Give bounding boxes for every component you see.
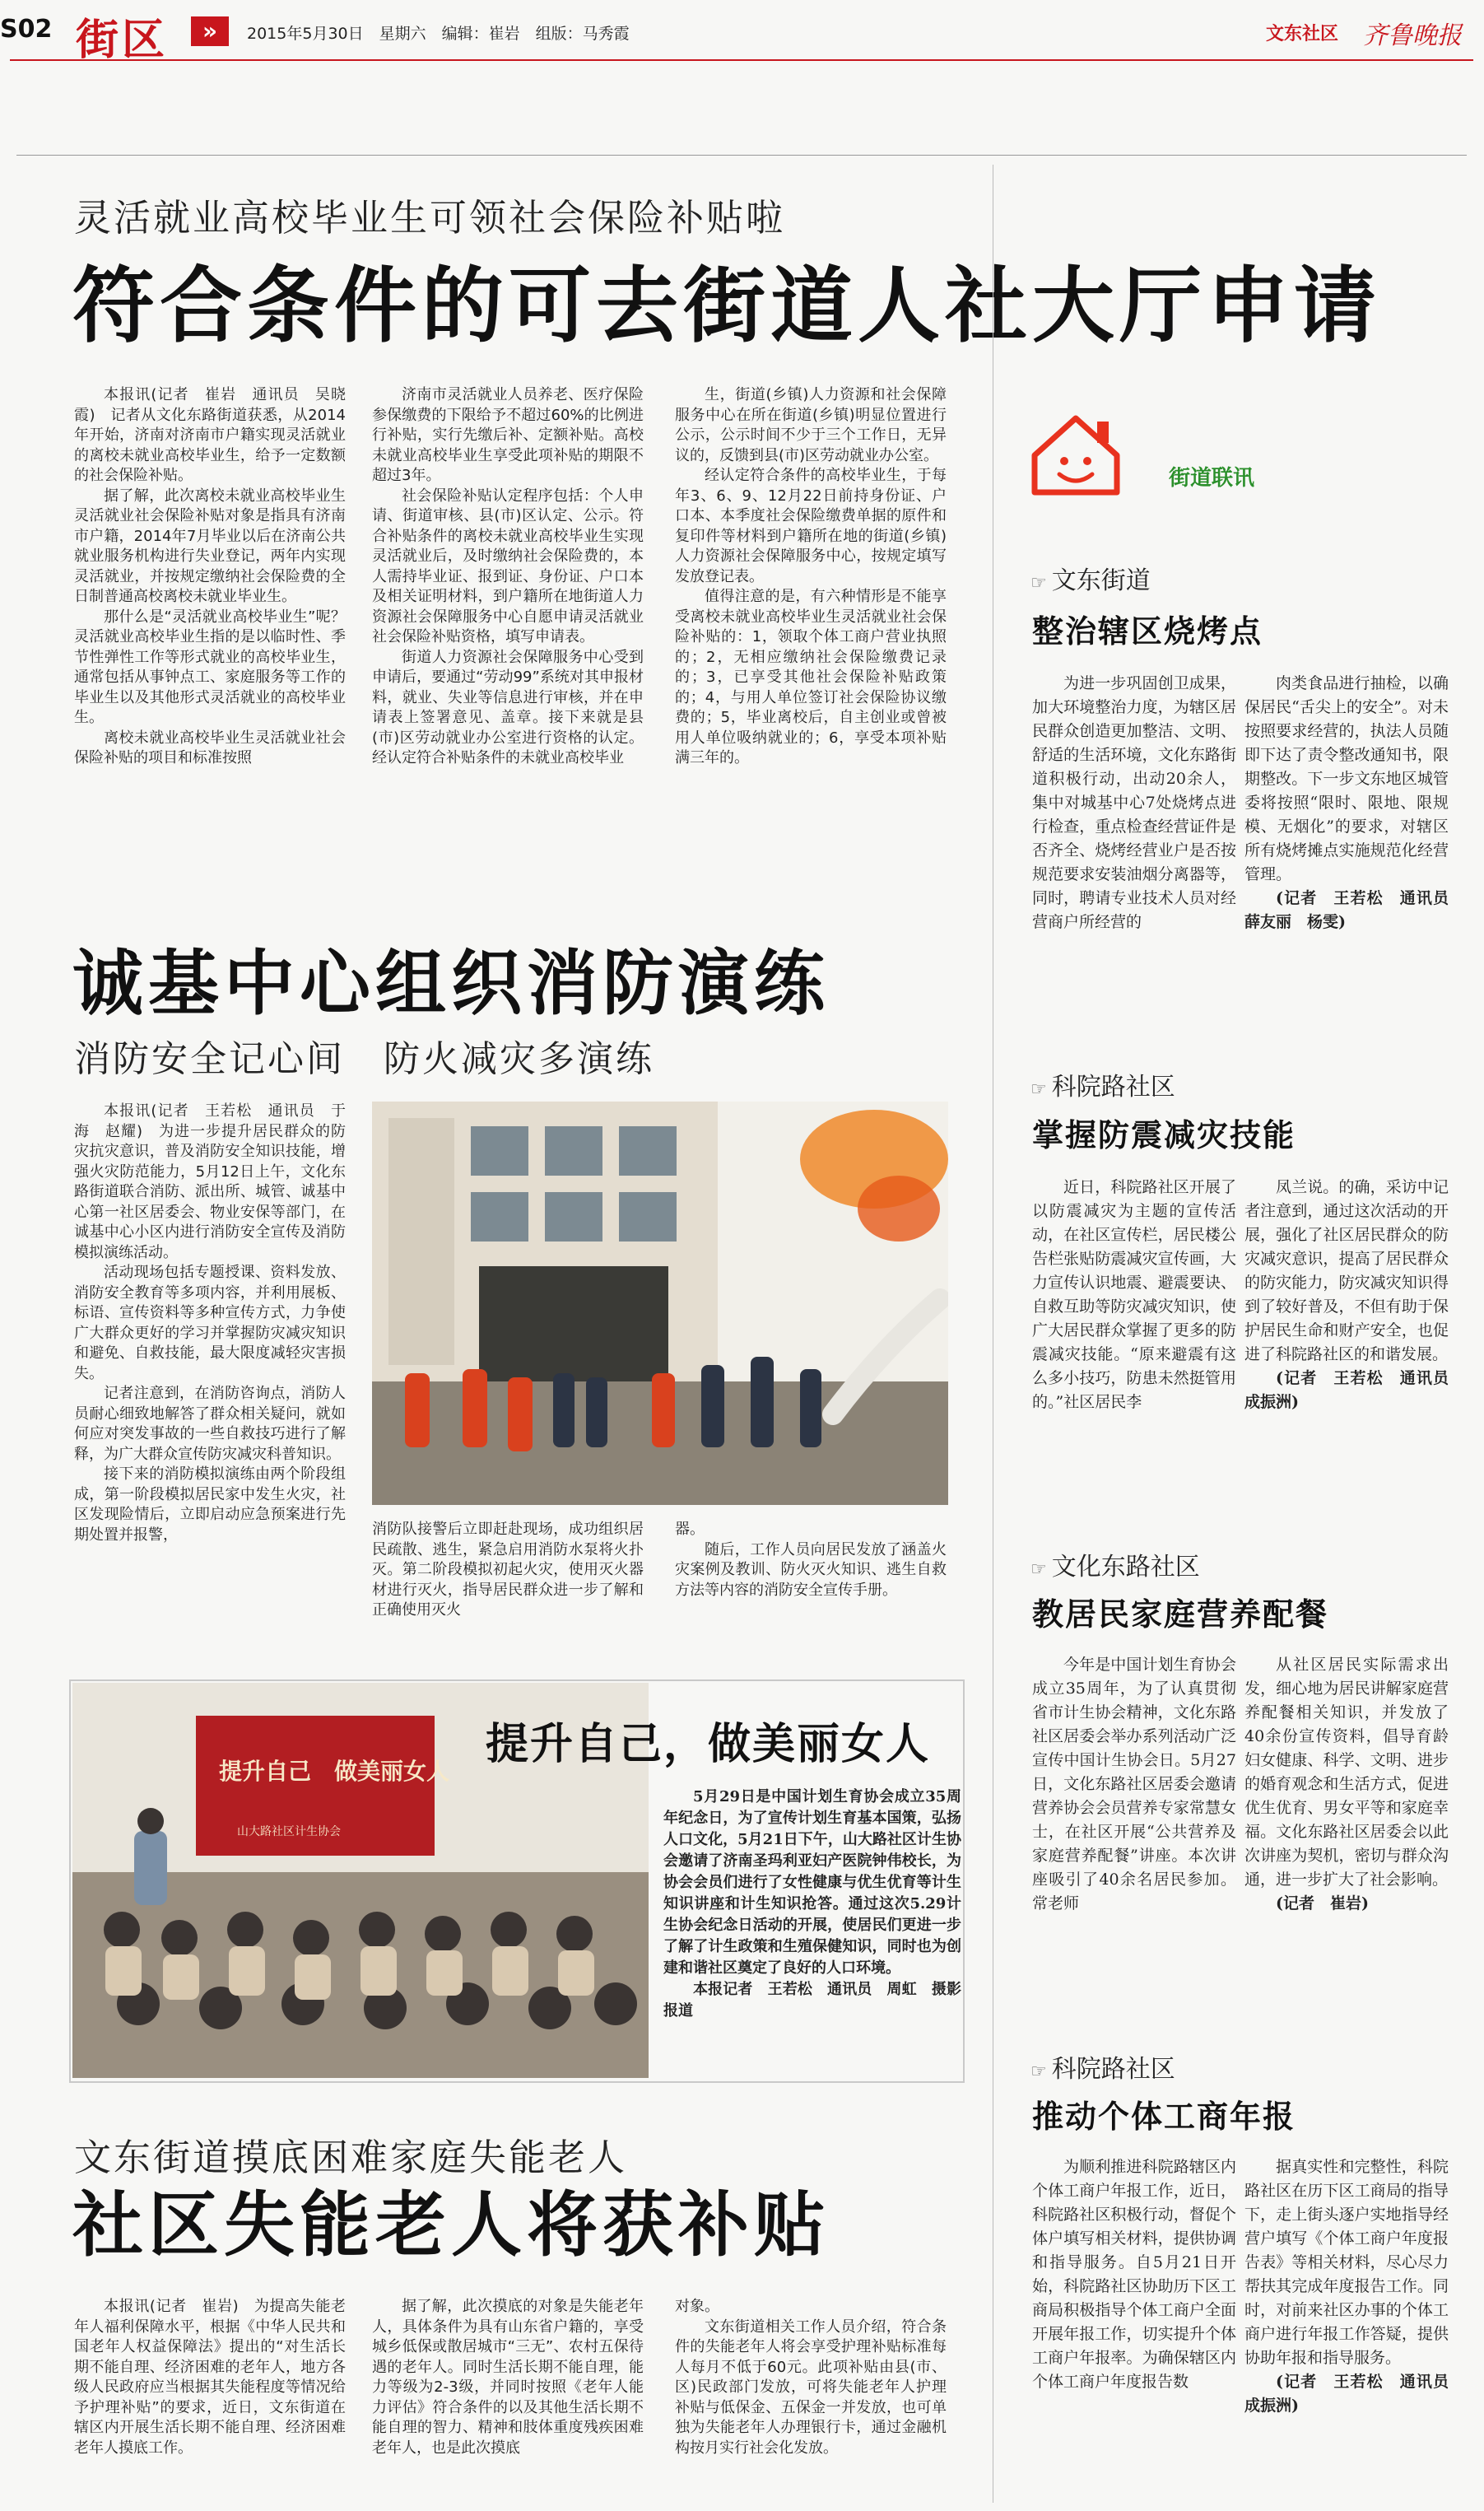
sidebar-item-place bbox=[1030, 560, 1151, 596]
sidebar-item-col1 bbox=[1032, 2155, 1236, 2394]
sidebar-item-col1 bbox=[1032, 672, 1236, 934]
section-arrow-icon: » bbox=[191, 16, 229, 46]
story4-col3 bbox=[675, 2297, 947, 2458]
story2-para: 活动现场包括专题授课、资料发放、消防安全教育等多项内容，并利用展板、标语、宣传资料等多种宣传方式，力争使广大群众更好的学习并掌握防灾减灾知识和避免、自救技能，最大限度减轻灾害损失。 bbox=[74, 1264, 346, 1382]
slide-title: 提升自己 做美丽女人 bbox=[219, 1758, 450, 1785]
sidebar-credit: (记者 王若松 通讯员 成振洲) bbox=[1244, 2373, 1465, 2415]
story4-kicker: 文东街道摸底困难家庭失能老人 bbox=[74, 2136, 628, 2179]
section-brand: 文东社区 bbox=[1266, 24, 1339, 44]
house-smile-icon bbox=[1025, 410, 1156, 501]
page-number: S02 bbox=[0, 15, 53, 44]
story1-kicker: 灵活就业高校毕业生可领社会保险补贴啦 bbox=[74, 196, 786, 240]
story1-para: 生，街道(乡镇)人力资源和社会保障服务中心在所在街道(乡镇)明显位置进行公示，公示时间不少于三个工作日，无异议的，反馈到县(市)区劳动就业办公室。 bbox=[675, 386, 947, 464]
masthead-rule bbox=[10, 59, 1473, 61]
story2-para: 器。 bbox=[675, 1521, 705, 1538]
sidebar-para: 近日，科院路社区开展了以防震减灾为主题的宣传活动，在社区宣传栏，居民楼公告栏张贴防震减灾宣传画，大力宣传认识地震、避震要诀、自救互助等防灾减灾知识，使广大居民群众掌握了更多的防震减灾技能。“原来避震有这么多小技巧，防患未然挺管用的。”社区居民李 bbox=[1032, 1178, 1236, 1411]
story3-frame bbox=[69, 1679, 965, 2083]
fire-drill-photo bbox=[372, 1102, 948, 1505]
sidebar-credit: (记者 崔岩) bbox=[1276, 1894, 1369, 1912]
story1-para: 济南市灵活就业人员养老、医疗保险参保缴费的下限给予不超过60%的比例进行补贴，实行先缴后补、定额补贴。高校未就业高校毕业生享受此项补贴的期限不超过3年。 bbox=[372, 386, 644, 484]
story4-col2 bbox=[372, 2297, 644, 2458]
section-name: 街区 bbox=[76, 16, 169, 65]
story3-title: 提升自己，做美丽女人 bbox=[486, 1720, 931, 1769]
sidebar-para: 凤兰说。的确，采访中记者注意到，通过这次活动的开展，强化了社区居民群众的防灾减灾意识，提高了居民群众的防灾能力，防灾减灾知识得到了较好普及，不但有助于保护居民生命和财产安全，也促进了科院路社区的和谐发展。 bbox=[1244, 1178, 1449, 1363]
story1-col2 bbox=[372, 385, 644, 769]
masthead bbox=[0, 0, 1484, 65]
story1-para: 那什么是“灵活就业高校毕业生”呢？灵活就业高校毕业生指的是以临时性、季节性弹性工作等形式就业的高校毕业生，通常包括从事钟点工、家庭服务等工作的毕业生以及其他形式灵活就业的高校毕业生。 bbox=[74, 608, 346, 726]
story1-col1 bbox=[74, 385, 346, 769]
story2-col2 bbox=[372, 1520, 644, 1621]
story1-para: 值得注意的是，有六种情形是不能享受离校未就业高校毕业生灵活就业社会保险补贴的：1，领取个体工商户营业执照的；2，无相应缴纳社会保险缴费记录的；3，已享受其他社会保险补贴政策的；4，与用人单位签订社会保险协议缴费的；5，毕业离校后，自主创业或曾被用人单位吸纳就业的；6，享受本项补贴满三年的。 bbox=[675, 588, 947, 766]
sidebar-para: 从社区居民实际需求出发，细心地为居民讲解家庭营养配餐相关知识，并发放了40余份宣传资料，倡导育龄妇女健康、科学、文明、进步的婚育观念和生活方式，促进优生优育、男女平等和家庭幸福。文化东路社区居委会以此次讲座为契机，密切与群众沟通，进一步扩大了社会影响。 bbox=[1244, 1656, 1449, 1889]
story4-col1 bbox=[74, 2297, 346, 2458]
sidebar-item-col1 bbox=[1032, 1176, 1236, 1414]
story2-para: 接下来的消防模拟演练由两个阶段组成，第一阶段模拟居民家中发生火灾，社区发现险情后，立即启动应急预案进行先期处置并报警， bbox=[74, 1465, 346, 1544]
story2-col1 bbox=[74, 1102, 346, 1545]
story2-para: 随后，工作人员向居民发放了涵盖火灾案例及教训、防火灭火知识、逃生自救方法等内容的消防安全宣传手册。 bbox=[675, 1540, 947, 1599]
issue-info: 2015年5月30日 星期六 编辑：崔岩 组版：马秀霞 bbox=[247, 25, 630, 43]
story4-headline: 社区失能老人将获补贴 bbox=[72, 2184, 830, 2266]
sidebar-para: 为进一步巩固创卫成果，加大环境整治力度，为辖区居民群众创造更加整洁、文明、舒适的生活环境，文化东路街道积极行动，出动20余人，集中对城基中心7处烧烤点进行检查，重点检查经营证件是否齐全、烧烤经营业户是否按规范要求安装油烟分离器等，同时，聘请专业技术人员对经营商户所经营的 bbox=[1032, 674, 1236, 931]
sidebar-item-col1 bbox=[1032, 1653, 1236, 1916]
story1-para: 本报讯(记者 崔岩 通讯员 吴晓霞) 记者从文化东路街道获悉，从2014年开始，济南对济南市户籍实现灵活就业的离校未就业高校毕业生，给予一定数额的社会保险补贴。 bbox=[74, 386, 346, 484]
story2-subhead: 消防安全记心间 防火减灾多演练 bbox=[74, 1038, 654, 1080]
story1-para: 街道人力资源社会保障服务中心受到申请后，要通过“劳动99”系统对其申报材料，就业、失业等信息进行审核，并在申请表上签署意见、盖章。接下来就是县(市)区劳动就业办公室进行资格的认定。经认定符合补贴条件的未就业高校毕业 bbox=[372, 648, 644, 766]
story3-para: 5月29日是中国计划生育协会成立35周年纪念日，为了宣传计划生育基本国策，弘扬人口文化，5月21日下午，山大路社区计生协会邀请了济南圣玛利亚妇产医院钟伟校长，为协会会员们进行了女性健康与优生优育等计生知识讲座和计生知识抢答。通过这次5.29计生协会纪念日活动的开展，使居民们更进一步了解了计生政策和生殖保健知识，同时也为创建和谐社区奠定了良好的人口环境。 bbox=[663, 1788, 961, 1977]
story2-col3 bbox=[675, 1520, 947, 1600]
story1-para: 据了解，此次离校未就业高校毕业生灵活就业社会保险补贴对象是指具有济南市户籍，2014年7月毕业以后在济南公共就业服务机构进行失业登记，两年内实现灵活就业，并按规定缴纳社会保险费的全日制普通高校离校未就业毕业生。 bbox=[74, 487, 346, 605]
sidebar-para: 据真实性和完整性，科院路社区在历下区工商局的指导下，走上街头逐户实地指导经营户填写《个体工商户年度报告表》等相关材料，尽心尽力帮扶其完成年度报告工作。同时，对前来社区办事的个体工商户进行年报工作答疑，提供协助年报和指导服务。 bbox=[1244, 2158, 1449, 2367]
story2-para: 记者注意到，在消防咨询点，消防人员耐心细致地解答了群众相关疑问，就如何应对突发事故的一些自救技巧进行了解释，为广大群众宣传防灾减灾科普知识。 bbox=[74, 1385, 346, 1463]
megaphone-icon: ☞ bbox=[1030, 1079, 1047, 1100]
newspaper-logo: 齐鲁晚报 bbox=[1363, 21, 1462, 50]
place-label: 科院路社区 bbox=[1051, 1073, 1175, 1102]
sidebar-para: 肉类食品进行抽检，以确保居民“舌尖上的安全”。对未按照要求经营的，执法人员随即下达了责令整改通知书，限期整改。下一步文东地区城管委将按照“限时、限地、限规模、无烟化”的要求，对辖区所有烧烤摊点实施规范化经营管理。 bbox=[1244, 674, 1449, 883]
story4-para: 据了解，此次摸底的对象是失能老年人，具体条件为具有山东省户籍的，享受城乡低保或散居城市“三无”、农村五保待遇的老年人。同时生活长期不能自理，能力等级为2-3级，并同时按照《老年人能力评估》符合条件的以及其他生活长期不能自理的智力、精神和肢体重度残疾困难老年人，也是此次摸底 bbox=[372, 2298, 644, 2457]
sidebar-item-col2 bbox=[1244, 2155, 1465, 2418]
sidebar-credit: (记者 王若松 通讯员 成振洲) bbox=[1244, 1369, 1465, 1411]
top-divider bbox=[16, 155, 1467, 156]
place-label: 科院路社区 bbox=[1051, 2055, 1175, 2084]
story2-para: 本报讯(记者 王若松 通讯员 于海 赵耀) 为进一步提升居民群众的防灾抗灾意识，普及消防安全知识技能，增强火灾防范能力，5月12日上午，文化东路街道联合消防、派出所、城管、诚基中心第一社区居委会、物业安保等部门，在诚基中心小区内进行消防安全宣传及消防模拟演练活动。 bbox=[74, 1102, 346, 1261]
sidebar-item-col2 bbox=[1244, 1176, 1465, 1414]
slide-subtitle: 山大路社区计生协会 bbox=[237, 1825, 341, 1838]
story1-para: 经认定符合条件的高校毕业生，于每年3、6、9、12月22日前持身份证、户口本、本季度社会保险缴费单据的原件和复印件等材料到户籍所在地的街道(乡镇)人力资源社会保障服务中心，按规定填写发放登记表。 bbox=[675, 467, 947, 585]
sidebar-item-place bbox=[1030, 2048, 1175, 2085]
story4-para: 对象。 bbox=[675, 2298, 719, 2315]
sidebar-para: 为顺利推进科院路辖区内个体工商户年报工作，近日，科院路社区积极行动，督促个体户填写相关材料，提供协调和指导服务。自5月21日开始，科院路社区协助历下区工商局积极指导个体工商户全面开展年报工作，切实提升个体工商户年报率。为确保辖区内个体工商户年度报告数 bbox=[1032, 2158, 1236, 2391]
sidebar-credit: (记者 王若松 通讯员 薛友丽 杨雯) bbox=[1244, 889, 1465, 931]
story1-headline: 符合条件的可去街道人社大厅申请 bbox=[72, 258, 1381, 354]
story4-para: 文东街道相关工作人员介绍，符合条件的失能老年人将会享受护理补贴标准每人每月不低于60元。此项补贴由县(市、区)民政部门发放，可将失能老年人护理补贴与低保金、五保金一并发放，也可单独为失能老年人办理银行卡，通过金融机构按月实行社会化发放。 bbox=[675, 2318, 947, 2457]
megaphone-icon: ☞ bbox=[1030, 1559, 1047, 1580]
story2-headline: 诚基中心组织消防演练 bbox=[72, 943, 830, 1025]
sidebar-item-place bbox=[1030, 1066, 1175, 1102]
sidebar-item-title: 教居民家庭营养配餐 bbox=[1032, 1596, 1329, 1633]
story1-col3 bbox=[675, 385, 947, 769]
story1-para: 社会保险补贴认定程序包括：个人申请、街道审核、县(市)区认定、公示。符合补贴条件的离校未就业高校毕业生实现灵活就业后，及时缴纳社会保险费的，本人需持毕业证、报到证、身份证、户口本及相关证明材料，到户籍所在地街道人力资源社会保障服务中心自愿申请灵活就业社会保险补贴资格，填写申请表。 bbox=[372, 487, 644, 645]
story2-para: 消防队接警后立即赶赴现场，成功组织居民疏散、逃生，紧急启用消防水泵将火扑灭。第二阶段模拟初起火灾，使用灭火器材进行灭火，指导居民群众进一步了解和正确使用灭火 bbox=[372, 1521, 644, 1619]
sidebar-item-col2 bbox=[1244, 1653, 1449, 1916]
story1-para: 离校未就业高校毕业生灵活就业社会保险补贴的项目和标准按照 bbox=[74, 729, 346, 766]
sidebar-tag: 街道联讯 bbox=[1169, 466, 1255, 491]
sidebar-para: 今年是中国计划生育协会成立35周年，为了认真贯彻省市计生协会精神，文化东路社区居委会举办系列活动广泛宣传中国计生协会日。5月27日，文化东路社区居委会邀请营养协会会员营养专家常慧女士，在社区开展“公共营养及家庭营养配餐”讲座。本次讲座吸引了40余名居民参加。常老师 bbox=[1032, 1656, 1236, 1912]
sidebar-item-title: 掌握防震减灾技能 bbox=[1032, 1117, 1296, 1153]
story3-credit: 本报记者 王若松 通讯员 周虹 摄影报道 bbox=[663, 1981, 961, 2020]
story4-para: 本报讯(记者 崔岩) 为提高失能老年人福利保障水平，根据《中华人民共和国老年人权益保障法》提出的“对生活长期不能自理、经济困难的老年人，地方各级人民政府应当根据其失能程度等情况给予护理补贴”的要求，近日，文东街道在辖区内开展生活长期不能自理、经济困难老年人摸底工作。 bbox=[74, 2298, 346, 2457]
sidebar-item-title: 推动个体工商年报 bbox=[1032, 2099, 1296, 2135]
place-label: 文化东路社区 bbox=[1051, 1553, 1200, 1582]
sidebar-item-col2 bbox=[1244, 672, 1465, 934]
megaphone-icon: ☞ bbox=[1030, 573, 1047, 594]
sidebar-item-title: 整治辖区烧烤点 bbox=[1032, 613, 1263, 650]
sidebar-item-place bbox=[1030, 1546, 1200, 1582]
place-label: 文东街道 bbox=[1051, 566, 1151, 595]
megaphone-icon: ☞ bbox=[1030, 2061, 1047, 2082]
